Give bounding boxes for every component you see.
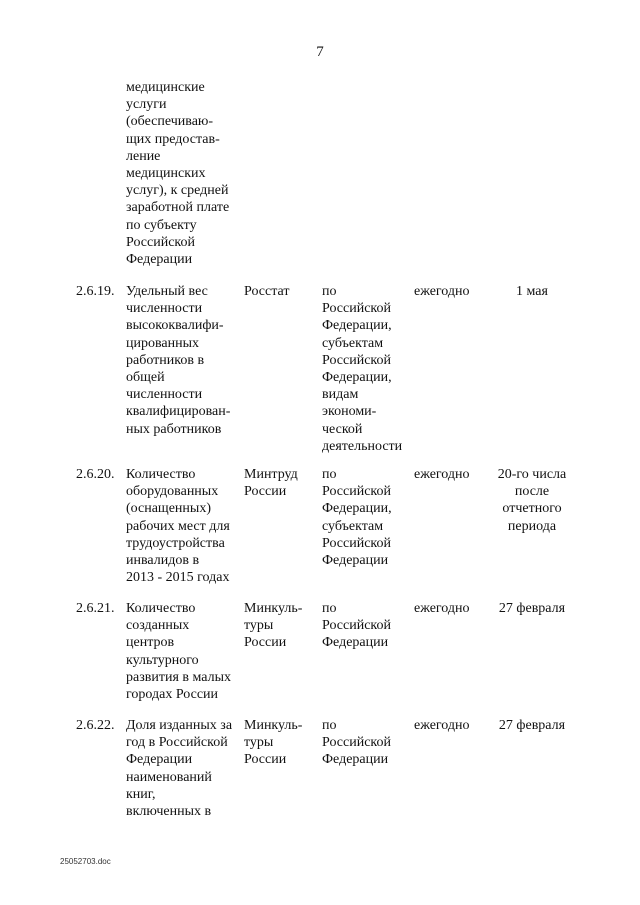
text-line: отчетного bbox=[502, 501, 562, 517]
text-line: Количество bbox=[126, 601, 196, 616]
text-line: Минкуль- bbox=[244, 601, 303, 616]
indicator-name bbox=[126, 717, 232, 820]
text-line: по bbox=[322, 601, 337, 616]
text-line: субъектам bbox=[322, 335, 384, 351]
text-line: заработной плате bbox=[126, 200, 230, 216]
indicator-name bbox=[126, 283, 230, 438]
text-line: (обеспечиваю- bbox=[126, 114, 214, 130]
frequency: ежегодно bbox=[414, 718, 470, 733]
frequency: ежегодно bbox=[414, 284, 470, 299]
text-line: оборудованных bbox=[126, 484, 219, 500]
responsible-agency bbox=[244, 717, 302, 769]
due-date bbox=[486, 717, 578, 734]
text-line: туры bbox=[244, 618, 274, 634]
text-line: по bbox=[322, 467, 337, 482]
frequency: ежегодно bbox=[414, 601, 470, 616]
text-line: Минтруд bbox=[244, 467, 298, 482]
indicator-name bbox=[126, 600, 231, 703]
text-line: численности bbox=[126, 387, 203, 403]
text-line: медицинских bbox=[126, 165, 206, 181]
text-line: Количество bbox=[126, 467, 196, 482]
indicator-name bbox=[126, 466, 230, 586]
row-number: 2.6.19. bbox=[76, 284, 115, 299]
continuation-text bbox=[126, 79, 229, 268]
text-line: Российской bbox=[322, 735, 391, 751]
text-line: трудоустройства bbox=[126, 535, 225, 551]
text-line: Минкуль- bbox=[244, 718, 303, 733]
text-line: Федерации bbox=[126, 752, 193, 768]
responsible-agency bbox=[244, 466, 298, 500]
frequency: ежегодно bbox=[414, 467, 470, 482]
text-line: Удельный вес bbox=[126, 284, 208, 299]
text-line: Российской bbox=[322, 618, 391, 634]
text-line: Федерации bbox=[322, 635, 389, 651]
text-line: квалифицирован- bbox=[126, 404, 231, 420]
text-line: инвалидов в bbox=[126, 552, 200, 568]
text-line: ческой bbox=[322, 421, 363, 437]
responsible-agency bbox=[244, 283, 289, 300]
text-line: Федерации bbox=[322, 552, 389, 568]
text-line: Российской bbox=[322, 352, 391, 368]
text-line: (оснащенных) bbox=[126, 501, 211, 517]
due-date bbox=[486, 283, 578, 300]
text-line: России bbox=[244, 635, 287, 651]
row-number: 2.6.22. bbox=[76, 718, 115, 733]
text-line: городах России bbox=[126, 686, 219, 702]
text-line: Федерации bbox=[322, 752, 389, 768]
text-line: рабочих мест для bbox=[126, 518, 230, 534]
text-line: численности bbox=[126, 301, 203, 317]
text-line: 2013 - 2015 годах bbox=[126, 570, 230, 586]
text-line: по bbox=[322, 284, 337, 299]
document-filename: 25052703.doc bbox=[60, 857, 111, 866]
text-line: 1 мая bbox=[516, 284, 548, 299]
text-line: Федерации, bbox=[322, 318, 392, 334]
text-line: ление bbox=[126, 148, 161, 164]
text-line: 27 февраля bbox=[498, 601, 566, 616]
text-line: включенных в bbox=[126, 803, 212, 819]
text-line: деятельности bbox=[322, 438, 403, 454]
text-line: культурного bbox=[126, 652, 199, 668]
text-line: по bbox=[322, 718, 337, 733]
text-line: медицинские bbox=[126, 80, 205, 95]
due-date bbox=[486, 600, 578, 617]
text-line: центров bbox=[126, 635, 175, 651]
text-line: по субъекту bbox=[126, 217, 197, 233]
text-line: Федерации, bbox=[322, 501, 392, 517]
row-number: 2.6.20. bbox=[76, 467, 115, 482]
text-line: экономи- bbox=[322, 404, 377, 420]
text-line: Российской bbox=[322, 301, 391, 317]
text-line: 20-го числа bbox=[497, 467, 567, 482]
due-date bbox=[486, 466, 578, 535]
text-line: после bbox=[514, 484, 550, 500]
text-line: Российской bbox=[322, 535, 391, 551]
text-line: услуги bbox=[126, 97, 167, 113]
text-line: услуг), к средней bbox=[126, 183, 229, 199]
text-line: Федерации, bbox=[322, 369, 392, 385]
text-line: общей bbox=[126, 369, 165, 385]
row-number: 2.6.21. bbox=[76, 601, 115, 616]
text-line: развития в малых bbox=[126, 669, 231, 685]
text-line: щих предостав- bbox=[126, 131, 220, 147]
page-number: 7 bbox=[316, 44, 324, 60]
aggregation-level bbox=[322, 466, 392, 569]
text-line: субъектам bbox=[322, 518, 384, 534]
aggregation-level bbox=[322, 283, 402, 455]
text-line: работников в bbox=[126, 352, 205, 368]
responsible-agency bbox=[244, 600, 302, 652]
text-line: ных работников bbox=[126, 421, 222, 437]
text-line: Российской bbox=[322, 484, 391, 500]
text-line: Российской bbox=[126, 234, 195, 250]
text-line: России bbox=[244, 752, 287, 768]
text-line: России bbox=[244, 484, 287, 500]
aggregation-level bbox=[322, 717, 391, 769]
aggregation-level bbox=[322, 600, 391, 652]
text-line: периода bbox=[507, 518, 557, 534]
text-line: год в Российской bbox=[126, 735, 228, 751]
text-line: Доля изданных за bbox=[126, 718, 233, 733]
text-line: Росстат bbox=[244, 284, 290, 299]
text-line: книг, bbox=[126, 786, 156, 802]
text-line: наименований bbox=[126, 769, 212, 785]
text-line: Федерации bbox=[126, 251, 193, 267]
text-line: высококвалифи- bbox=[126, 318, 224, 334]
text-line: 27 февраля bbox=[498, 718, 566, 733]
text-line: цированных bbox=[126, 335, 200, 351]
text-line: туры bbox=[244, 735, 274, 751]
text-line: видам bbox=[322, 387, 359, 403]
text-line: созданных bbox=[126, 618, 190, 634]
